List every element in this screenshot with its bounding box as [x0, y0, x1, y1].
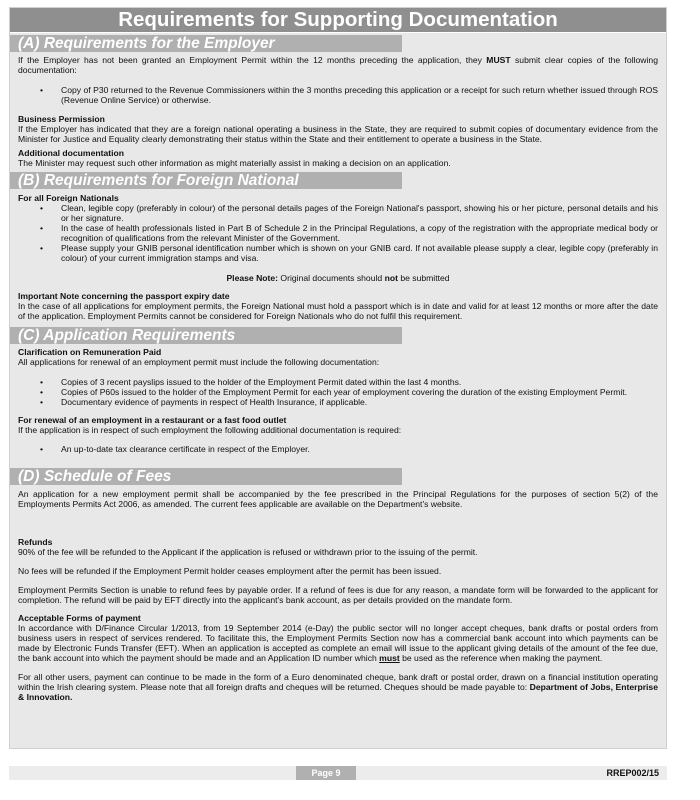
- document-reference: RREP002/15: [606, 768, 659, 778]
- section-c-heading: (C) Application Requirements: [10, 327, 402, 344]
- additional-text: The Minister may request such other information as might materially assist in making a decision on an application.: [18, 158, 451, 168]
- section-b-content: [10, 193, 666, 321]
- section-a-content: [10, 55, 666, 168]
- page-number: Page 9: [296, 766, 356, 780]
- all-foreign-nationals-heading: For all Foreign Nationals: [18, 193, 119, 203]
- document-page: [9, 7, 667, 749]
- list-item: • Copies of P60s issued to the holder of the Employment Permit for each year of employment covering the duration of the existing Employment Permit.: [18, 387, 658, 397]
- section-a-intro: If the Employer has not been granted an Employment Permit within the 12 months preceding the application, they MUST submit clear copies of the following documentation:: [18, 55, 658, 75]
- renewal-heading: For renewal of an employment in a restaurant or a fast food outlet: [18, 415, 287, 425]
- important-note-heading: Important Note concerning the passport expiry date: [18, 291, 230, 301]
- list-item: • An up-to-date tax clearance certificate in respect of the Employer.: [18, 444, 658, 454]
- list-item: • Clean, legible copy (preferably in colour) of the personal details pages of the Foreign National's passport, showing his or her picture, personal details and his or her signature.: [18, 203, 658, 223]
- payment-forms-heading: Acceptable Forms of payment: [18, 613, 141, 623]
- section-b-list: [18, 203, 658, 263]
- no-refund-text: No fees will be refunded if the Employment Permit holder ceases employment after the permit has been issued.: [18, 566, 442, 576]
- section-d-heading: (D) Schedule of Fees: [10, 468, 402, 485]
- section-a-heading: (A) Requirements for the Employer: [10, 35, 402, 52]
- fees-intro: An application for a new employment permit shall be accompanied by the fee prescribed in the Principal Regulations for the purposes of section 5(2) of the Employments Permits Act 2006, as amended. The current fees applicable are available on the Department's website.: [18, 489, 658, 509]
- unable-refund-text: Employment Permits Section is unable to refund fees by payable order. If a refund of fees is due for any reason, a mandate form will be forwarded to the applicant for completion. The refund will be paid by EFT directly into the applicant's bank account, as per details provided on the mandate form.: [18, 585, 658, 605]
- list-item: • In the case of health professionals listed in Part B of Schedule 2 in the Principal Regulations, a copy of the registration with the appropriate medical body or recognition of qualifications from the relevant Minister of the Government.: [18, 223, 658, 243]
- refunds-text: 90% of the fee will be refunded to the Applicant if the application is refused or withdrawn prior to the issuing of the permit.: [18, 547, 478, 557]
- list-item: • Documentary evidence of payments in respect of Health Insurance, if applicable.: [18, 397, 658, 407]
- clarification-text: All applications for renewal of an employment permit must include the following documentation:: [18, 357, 380, 367]
- additional-heading: Additional documentation: [18, 148, 124, 158]
- section-b-heading: (B) Requirements for Foreign National: [10, 172, 402, 189]
- page-footer: [9, 766, 667, 780]
- payment-forms-text: In accordance with D/Finance Circular 1/2013, from 19 September 2014 (e-Day) the public sector will no longer accept cheques, bank drafts or postal orders from business users in respect of services rendered. To facilitate this, the Employment Permits Section now has a commercial bank account into which payments can be made by Electronic Funds Transfer (EFT). When an application is accepted as complete an email will issue to the applicant giving details of the amount of the fee due, the bank account into which the payment should be made and an Application ID number which must be used as the reference when making the payment.: [18, 623, 658, 663]
- clarification-heading: Clarification on Remuneration Paid: [18, 347, 162, 357]
- section-c-content: [10, 347, 666, 454]
- list-item: • Copy of P30 returned to the Revenue Commissioners within the 3 months preceding this application or a receipt for such return whether issued through ROS (Revenue Online Service) or otherwise.: [18, 85, 658, 105]
- refunds-heading: Refunds: [18, 537, 53, 547]
- list-item: • Copies of 3 recent payslips issued to the holder of the Employment Permit dated within the last 4 months.: [18, 377, 658, 387]
- please-note: Please Note: Original documents should not be submitted: [226, 273, 450, 283]
- business-text: If the Employer has indicated that they are a foreign national operating a business in the State, they are required to submit copies of documentary evidence from the Minister for Justice and Equality clearly demonstrating their status within the State and their entitlement to operate a business in the State.: [18, 124, 658, 144]
- important-note-text: In the case of all applications for employment permits, the Foreign National must hold a passport which is in date and valid for at least 12 months or more after the date of the application. Employment Permits cannot be considered for Foreign Nationals who do not fulfil this requirement.: [18, 301, 658, 321]
- renewal-text: If the application is in respect of such employment the following additional documentation is required:: [18, 425, 402, 435]
- section-c-list: [18, 377, 658, 407]
- renewal-list: [18, 444, 658, 454]
- section-d-content: [10, 489, 666, 702]
- business-heading: Business Permission: [18, 114, 105, 124]
- page-title: Requirements for Supporting Documentation: [10, 8, 666, 33]
- other-users-text: For all other users, payment can continue to be made in the form of a Euro denominated cheque, bank draft or postal order, drawn on a financial institution operating within the Irish clearing system. Please note that all foreign drafts and cheques will be returned. Cheques should be made payable to: Department of Jobs, Enterprise & Innovation.: [18, 672, 658, 702]
- list-item: • Please supply your GNIB personal identification number which is shown on your GNIB card. If not available please supply a clear, legible copy (preferably in colour) of your current immigration stamps and visa.: [18, 243, 658, 263]
- section-a-list: [18, 85, 658, 105]
